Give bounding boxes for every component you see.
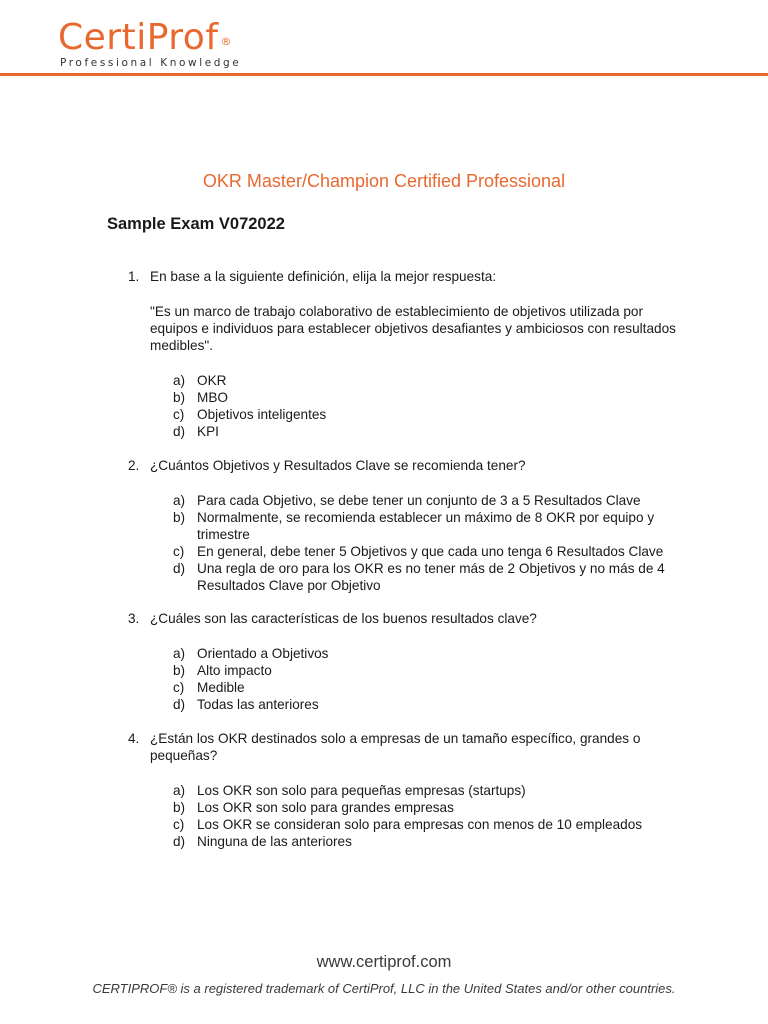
- option-text: Para cada Objetivo, se debe tener un conjunto de 3 a 5 Resultados Clave: [197, 493, 641, 508]
- option-letter: d): [173, 424, 186, 439]
- footer-website-link[interactable]: www.certiprof.com: [316, 953, 452, 971]
- answer-options: [173, 372, 688, 440]
- option-text: En general, debe tener 5 Objetivos y que cada uno tenga 6 Resultados Clave: [197, 544, 664, 559]
- answer-option: [173, 372, 688, 389]
- logo-registered-mark: ®: [220, 35, 232, 48]
- option-letter: b): [173, 663, 186, 678]
- answer-option: [173, 389, 688, 406]
- option-letter: c): [173, 817, 185, 832]
- option-letter: b): [173, 800, 186, 815]
- question-2: [128, 457, 688, 594]
- answer-option: [173, 492, 688, 509]
- question-quote: "Es un marco de trabajo colaborativo de establecimiento de objetivos utilizada por equipos e individuos para establecer objetivos desafiantes y ambiciosos con resultados medibles".: [150, 304, 676, 353]
- answer-option: [173, 696, 688, 713]
- answer-option: [173, 509, 688, 543]
- answer-option: [173, 423, 688, 440]
- option-text: Todas las anteriores: [197, 697, 319, 712]
- exam-version-heading: Sample Exam V072022: [107, 215, 285, 233]
- option-letter: d): [173, 697, 186, 712]
- option-text: Los OKR son solo para grandes empresas: [197, 800, 454, 815]
- question-number: 1.: [128, 269, 140, 284]
- answer-option: [173, 799, 688, 816]
- question-1: [128, 268, 688, 440]
- option-letter: a): [173, 373, 186, 388]
- answer-option: [173, 662, 688, 679]
- option-text: KPI: [197, 424, 219, 439]
- option-text: Ninguna de las anteriores: [197, 834, 352, 849]
- option-letter: b): [173, 510, 186, 525]
- option-text: Normalmente, se recomienda establecer un máximo de 8 OKR por equipo y trimestre: [197, 510, 655, 542]
- option-text: Los OKR se consideran solo para empresas con menos de 10 empleados: [197, 817, 643, 832]
- question-3: [128, 610, 688, 713]
- answer-option: [173, 782, 688, 799]
- option-text: Objetivos inteligentes: [197, 407, 327, 422]
- answer-option: [173, 816, 688, 833]
- answer-option: [173, 543, 688, 560]
- option-letter: a): [173, 783, 186, 798]
- page-header: [0, 0, 768, 76]
- option-letter: d): [173, 561, 186, 576]
- page-title: OKR Master/Champion Certified Professional: [202, 171, 566, 191]
- question-text: ¿Están los OKR destinados solo a empresas de un tamaño específico, grandes o pequeñas?: [150, 731, 641, 763]
- answer-option: [173, 645, 688, 662]
- question-text: ¿Cuántos Objetivos y Resultados Clave se recomienda tener?: [150, 458, 526, 473]
- answer-options: [173, 645, 688, 713]
- question-text: En base a la siguiente definición, elija la mejor respuesta:: [150, 269, 497, 284]
- question-number: 4.: [128, 731, 140, 746]
- logo-text: CertiProf: [58, 17, 219, 58]
- question-text: ¿Cuáles son las características de los buenos resultados clave?: [150, 611, 537, 626]
- certiprof-logo: [58, 18, 232, 58]
- answer-option: [173, 833, 688, 850]
- option-letter: c): [173, 407, 185, 422]
- option-text: Medible: [197, 680, 245, 695]
- option-text: Orientado a Objetivos: [197, 646, 329, 661]
- option-letter: c): [173, 544, 185, 559]
- option-letter: b): [173, 390, 186, 405]
- answer-option: [173, 679, 688, 696]
- answer-option: [173, 406, 688, 423]
- option-text: MBO: [197, 390, 228, 405]
- option-text: Alto impacto: [197, 663, 272, 678]
- logo-tagline: Professional Knowledge: [60, 57, 242, 69]
- answer-options: [173, 492, 688, 594]
- footer-trademark-note: CERTIPROF® is a registered trademark of CertiProf, LLC in the United States and/or other countries.: [92, 981, 676, 996]
- header-divider: [0, 73, 768, 76]
- option-letter: c): [173, 680, 185, 695]
- option-letter: a): [173, 493, 186, 508]
- option-text: Una regla de oro para los OKR es no tener más de 2 Objetivos y no más de 4 Resultados Clave por Objetivo: [197, 561, 665, 593]
- option-letter: a): [173, 646, 186, 661]
- answer-option: [173, 560, 688, 594]
- answer-options: [173, 782, 688, 850]
- option-letter: d): [173, 834, 186, 849]
- question-4: [128, 730, 688, 850]
- option-text: OKR: [197, 373, 227, 388]
- question-number: 3.: [128, 611, 140, 626]
- option-text: Los OKR son solo para pequeñas empresas (startups): [197, 783, 526, 798]
- question-number: 2.: [128, 458, 140, 473]
